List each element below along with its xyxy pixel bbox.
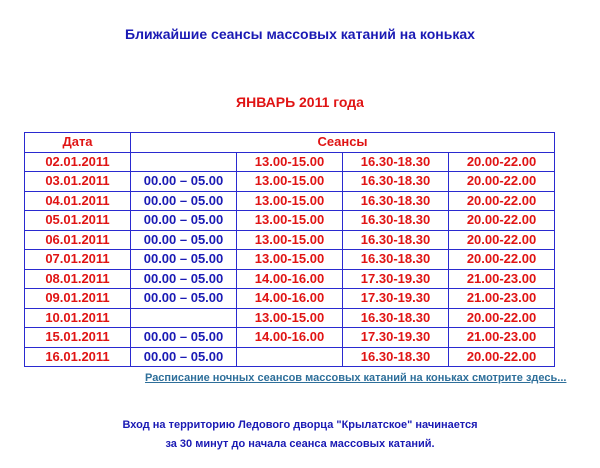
month-title: ЯНВАРЬ 2011 года xyxy=(236,94,364,110)
entry-note-line2: за 30 минут до начала сеанса массовых катаний. xyxy=(165,438,435,450)
session2-cell: 16.30-18.30 xyxy=(343,211,449,231)
night-session-cell xyxy=(131,152,237,172)
session2-cell: 16.30-18.30 xyxy=(343,172,449,192)
night-session-cell: 00.00 – 05.00 xyxy=(131,289,237,309)
date-cell: 04.01.2011 xyxy=(25,191,131,211)
session1-cell: 14.00-16.00 xyxy=(237,328,343,348)
session2-cell: 16.30-18.30 xyxy=(343,230,449,250)
session1-cell: 13.00-15.00 xyxy=(237,250,343,270)
date-cell: 06.01.2011 xyxy=(25,230,131,250)
date-cell: 03.01.2011 xyxy=(25,172,131,192)
schedule-table xyxy=(24,132,555,367)
night-session-cell: 00.00 – 05.00 xyxy=(131,250,237,270)
table-row xyxy=(25,328,555,348)
table-row xyxy=(25,191,555,211)
night-schedule-link[interactable]: Расписание ночных сеансов массовых катаний на коньках смотрите здесь... xyxy=(145,372,567,384)
date-cell: 02.01.2011 xyxy=(25,152,131,172)
header-sessions: Сеансы xyxy=(131,133,555,153)
session1-cell: 13.00-15.00 xyxy=(237,308,343,328)
session3-cell: 20.00-22.00 xyxy=(449,230,555,250)
night-session-cell: 00.00 – 05.00 xyxy=(131,347,237,367)
table-row xyxy=(25,172,555,192)
date-cell: 08.01.2011 xyxy=(25,269,131,289)
night-session-cell: 00.00 – 05.00 xyxy=(131,211,237,231)
date-cell: 05.01.2011 xyxy=(25,211,131,231)
date-cell: 10.01.2011 xyxy=(25,308,131,328)
session1-cell xyxy=(237,347,343,367)
entry-note-line1: Вход на территорию Ледового дворца "Крылатское" начинается xyxy=(122,419,478,431)
session3-cell: 21.00-23.00 xyxy=(449,328,555,348)
session2-cell: 17.30-19.30 xyxy=(343,289,449,309)
table-header-row xyxy=(25,133,555,153)
table-row xyxy=(25,230,555,250)
session3-cell: 21.00-23.00 xyxy=(449,289,555,309)
session2-cell: 17.30-19.30 xyxy=(343,269,449,289)
night-session-cell xyxy=(131,308,237,328)
session1-cell: 14.00-16.00 xyxy=(237,289,343,309)
night-session-cell: 00.00 – 05.00 xyxy=(131,230,237,250)
session3-cell: 20.00-22.00 xyxy=(449,347,555,367)
date-cell: 07.01.2011 xyxy=(25,250,131,270)
night-session-cell: 00.00 – 05.00 xyxy=(131,269,237,289)
session2-cell: 16.30-18.30 xyxy=(343,347,449,367)
table-row xyxy=(25,269,555,289)
night-session-cell: 00.00 – 05.00 xyxy=(131,328,237,348)
table-row xyxy=(25,289,555,309)
session3-cell: 20.00-22.00 xyxy=(449,152,555,172)
session1-cell: 13.00-15.00 xyxy=(237,152,343,172)
session3-cell: 21.00-23.00 xyxy=(449,269,555,289)
table-row xyxy=(25,211,555,231)
session1-cell: 13.00-15.00 xyxy=(237,230,343,250)
table-row xyxy=(25,347,555,367)
header-date: Дата xyxy=(25,133,131,153)
table-row xyxy=(25,250,555,270)
session2-cell: 16.30-18.30 xyxy=(343,250,449,270)
session3-cell: 20.00-22.00 xyxy=(449,191,555,211)
night-session-cell: 00.00 – 05.00 xyxy=(131,191,237,211)
session1-cell: 13.00-15.00 xyxy=(237,172,343,192)
table-row xyxy=(25,152,555,172)
session3-cell: 20.00-22.00 xyxy=(449,308,555,328)
session2-cell: 17.30-19.30 xyxy=(343,328,449,348)
session3-cell: 20.00-22.00 xyxy=(449,172,555,192)
page-title: Ближайшие сеансы массовых катаний на коньках xyxy=(125,26,475,42)
session2-cell: 16.30-18.30 xyxy=(343,152,449,172)
session1-cell: 13.00-15.00 xyxy=(237,191,343,211)
session3-cell: 20.00-22.00 xyxy=(449,250,555,270)
date-cell: 16.01.2011 xyxy=(25,347,131,367)
session2-cell: 16.30-18.30 xyxy=(343,191,449,211)
session1-cell: 13.00-15.00 xyxy=(237,211,343,231)
date-cell: 15.01.2011 xyxy=(25,328,131,348)
schedule-body xyxy=(25,152,555,367)
date-cell: 09.01.2011 xyxy=(25,289,131,309)
session2-cell: 16.30-18.30 xyxy=(343,308,449,328)
table-row xyxy=(25,308,555,328)
session1-cell: 14.00-16.00 xyxy=(237,269,343,289)
session3-cell: 20.00-22.00 xyxy=(449,211,555,231)
night-session-cell: 00.00 – 05.00 xyxy=(131,172,237,192)
